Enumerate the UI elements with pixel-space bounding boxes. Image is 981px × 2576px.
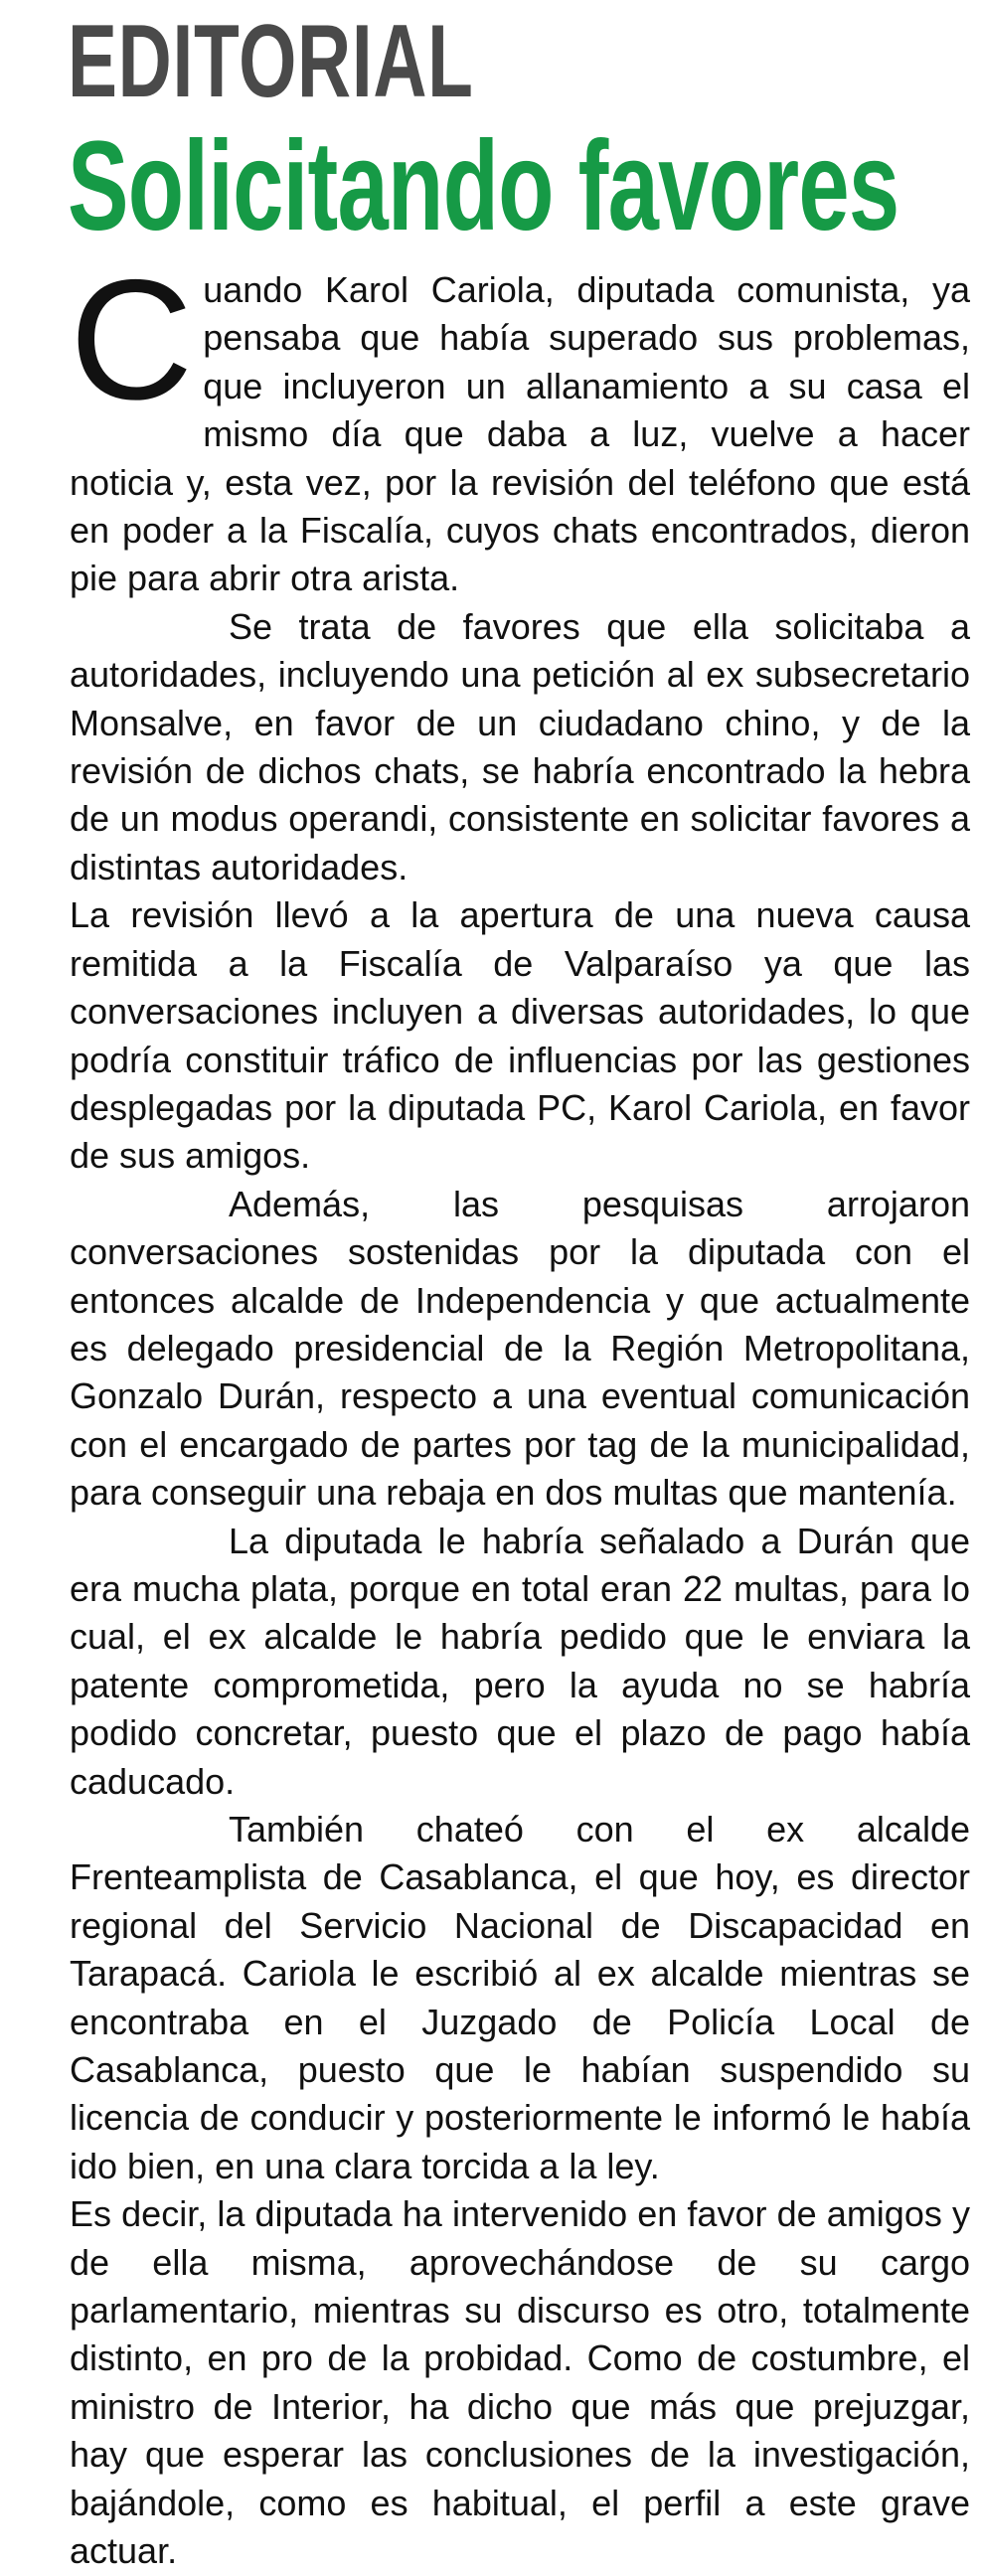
article-paragraph-5: La diputada le habría señalado a Durán que era mucha plata, porque en total eran 22 multas, para lo cual, el ex alcalde le habría pedido que le enviara la patente comprometida, pero la ayuda no se habría podido concretar, puesto que el plazo de pago había caducado. [70, 1520, 970, 1802]
article-paragraph-1 [70, 244, 970, 603]
article-paragraph-2: Se trata de favores que ella solicitaba a autoridades, incluyendo una petición al ex subsecretario Monsalve, en favor de un ciudadano chino, y de la revisión de dichos chats, se habría encontrado la hebra de un modus operandi, consistente en solicitar favores a distintas autoridades. [70, 605, 970, 887]
article-paragraph-7: Es decir, la diputada ha intervenido en favor de amigos y de ella misma, aprovechándose de su cargo parlamentario, mientras su discurso es otro, totalmente distinto, en pro de la probidad. Como de costumbre, el ministro de Interior, ha dicho que más que prejuzgar, hay que esperar las conclusiones de la investigación, bajándole, como es habitual, el perfil a este grave actuar. [70, 2193, 970, 2572]
article-paragraph-4: Además, las pesquisas arrojaron conversaciones sostenidas por la diputada con el entonces alcalde de Independencia y que actualmente es delegado presidencial de la Región Metropolitana, Gonzalo Durán, respecto a una eventual comunicación con el encargado de partes por tag de la municipalidad, para conseguir una rebaja en dos multas que mantenía. [70, 1183, 970, 1514]
section-kicker: EDITORIAL [68, 4, 474, 119]
paragraph-1-text: uando Karol Cariola, diputada comunista, ya pensaba que había superado sus problemas, que incluyeron un allanamiento a su casa el mismo día que daba a luz, vuelve a hacer noticia y, esta vez, por la revisión del teléfono que está en poder a la Fiscalía, cuyos chats encontrados, dieron pie para abrir otra arista. [70, 269, 970, 599]
article-body [70, 244, 970, 2576]
article-paragraph-3: La revisión llevó a la apertura de una nueva causa remitida a la Fiscalía de Valparaíso ya que las conversaciones incluyen a diversas autoridades, lo que podría constituir tráfico de influencias por las gestiones desplegadas por la diputada PC, Karol Cariola, en favor de sus amigos. [70, 894, 970, 1177]
headline: Solicitando favores [68, 115, 899, 257]
article-paragraph-6: También chateó con el ex alcalde Frenteamplista de Casablanca, el que hoy, es director regional del Servicio Nacional de Discapacidad en Tarapacá. Cariola le escribió al ex alcalde mientras se encontraba en el Juzgado de Policía Local de Casablanca, puesto que le habían suspendido su licencia de conducir y posteriormente le informó le había ido bien, en una clara torcida a la ley. [70, 1809, 970, 2186]
drop-cap: C [70, 244, 194, 435]
